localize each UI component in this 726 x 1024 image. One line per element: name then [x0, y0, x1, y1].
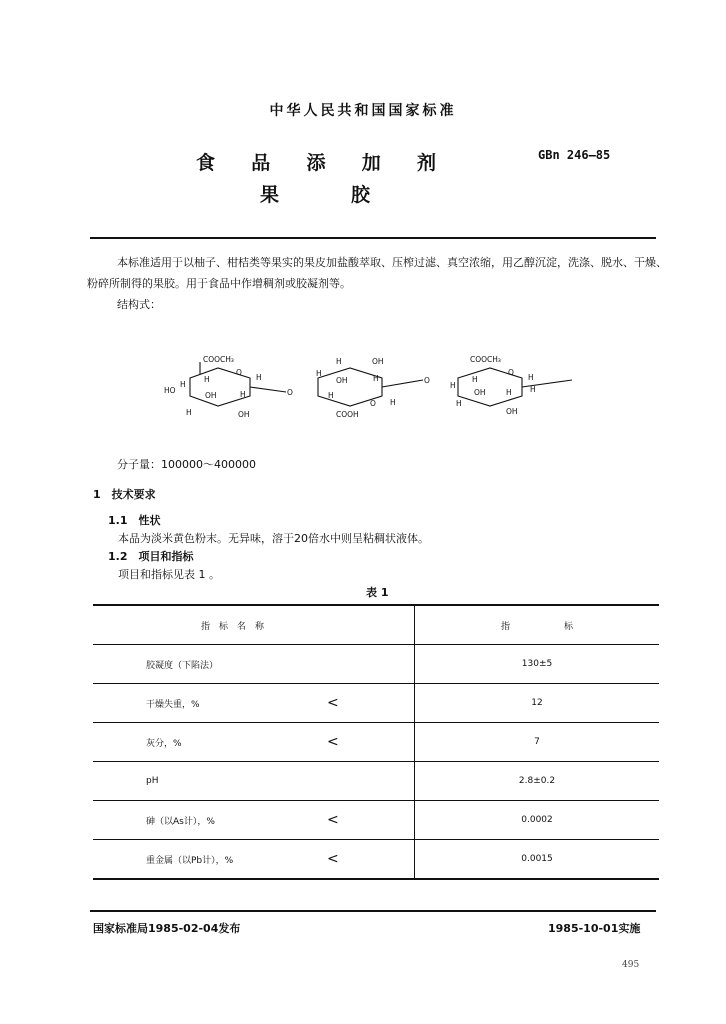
scope-paragraph [87, 252, 667, 315]
title-char: 添 [306, 152, 326, 174]
row-symbol: < [327, 812, 339, 828]
formula-label: OH [205, 391, 217, 400]
structure-label: 结构式： [117, 298, 161, 311]
section-1-1-heading: 1.1 性状 [108, 514, 161, 527]
formula-label: OH [238, 410, 250, 419]
row-name: pH [146, 776, 159, 786]
formula-label: H [316, 369, 322, 378]
row-name: 灰分，% [146, 738, 182, 749]
title-char: 加 [361, 152, 381, 174]
formula-label: O [424, 376, 430, 385]
row-symbol [327, 645, 384, 684]
formula-label: COOH [336, 410, 359, 419]
formula-label: COOCH₃ [470, 355, 501, 364]
formula-label: H [450, 381, 456, 390]
specification-table [93, 604, 659, 880]
row-value: 2.8±0.2 [518, 776, 556, 786]
formula-label: OH [372, 357, 384, 366]
formula-label: HO [164, 386, 176, 395]
formula-label: H [530, 385, 536, 394]
formula-label: H [180, 380, 186, 389]
title-char: 胶 [350, 184, 370, 206]
title-line-2 [260, 180, 370, 207]
formula-label: H [373, 374, 379, 383]
formula-label: O [287, 388, 293, 397]
title-char: 剂 [416, 152, 436, 174]
formula-label: OH [506, 407, 518, 416]
row-symbol [327, 762, 384, 801]
formula-label: H [328, 391, 334, 400]
table-row [93, 645, 659, 684]
formula-label: O [236, 368, 242, 377]
table-header-row [93, 605, 659, 645]
section-1-2-heading: 1.2 项目和指标 [108, 550, 194, 563]
formula-label: H [528, 373, 534, 382]
issue-date: 国家标准局1985-02-04发布 [93, 922, 241, 935]
structural-formula [160, 350, 580, 430]
section-1-heading: 1 技术要求 [93, 488, 156, 501]
formula-label: H [204, 375, 210, 384]
table-row [93, 723, 659, 762]
row-value: 0.0015 [521, 854, 553, 864]
molecular-weight: 分子量：100000～400000 [117, 458, 256, 471]
formula-label: H [336, 357, 342, 366]
standard-code: GBn 246—85 [538, 148, 611, 162]
row-value: 12 [531, 698, 543, 708]
table-row [93, 801, 659, 840]
row-value: 130±5 [521, 659, 553, 669]
formula-label: COOCH₃ [203, 355, 234, 364]
row-symbol: < [327, 851, 339, 867]
effective-date: 1985-10-01实施 [548, 922, 641, 935]
row-symbol: < [327, 695, 339, 711]
section-1-1-text: 本品为淡米黄色粉末。无异味，溶于20倍水中则呈粘稠状液体。 [118, 532, 429, 545]
row-name: 重金属（以Pb计），% [146, 855, 234, 866]
row-name: 干燥失重，% [146, 699, 200, 710]
section-1-2-text: 项目和指标见表 1 。 [118, 568, 220, 581]
table-row [93, 684, 659, 723]
title-char: 果 [260, 184, 280, 206]
formula-label: O [508, 368, 514, 377]
row-symbol: < [327, 734, 339, 750]
formula-label: H [506, 388, 512, 397]
table-row [93, 840, 659, 880]
page-number: 495 [622, 960, 640, 970]
issuing-organization: 中华人民共和国国家标准 [269, 103, 457, 119]
header-rule [90, 237, 656, 239]
header-item-name: 指 标 名 称 [201, 621, 265, 632]
table-row [93, 762, 659, 801]
row-value: 0.0002 [521, 815, 553, 825]
formula-label: OH [336, 376, 348, 385]
row-name: 砷（以As计），% [146, 816, 215, 827]
formula-label: H [186, 408, 192, 417]
formula-label: H [456, 399, 462, 408]
formula-label: H [472, 375, 478, 384]
scope-text: 本标准适用于以柚子、柑桔类等果实的果皮加盐酸萃取、压榨过滤、真空浓缩，用乙醇沉淀，洗涤、脱水、干燥、粉碎所制得的果胶。用于食品中作增稠剂或胶凝剂等。 [87, 256, 667, 290]
title-line-1 [196, 148, 436, 175]
header-value: 指 标 [500, 621, 573, 632]
formula-label: H [390, 398, 396, 407]
title-char: 品 [251, 152, 271, 174]
row-value: 7 [534, 737, 540, 747]
formula-label: OH [474, 388, 486, 397]
row-name: 胶凝度（下陷法） [146, 660, 219, 671]
table-caption: 表 1 [366, 586, 389, 599]
formula-label: O [370, 399, 376, 408]
formula-label: H [256, 373, 262, 382]
footer-rule [90, 910, 656, 912]
title-char: 食 [196, 152, 216, 174]
formula-label: H [240, 390, 246, 399]
